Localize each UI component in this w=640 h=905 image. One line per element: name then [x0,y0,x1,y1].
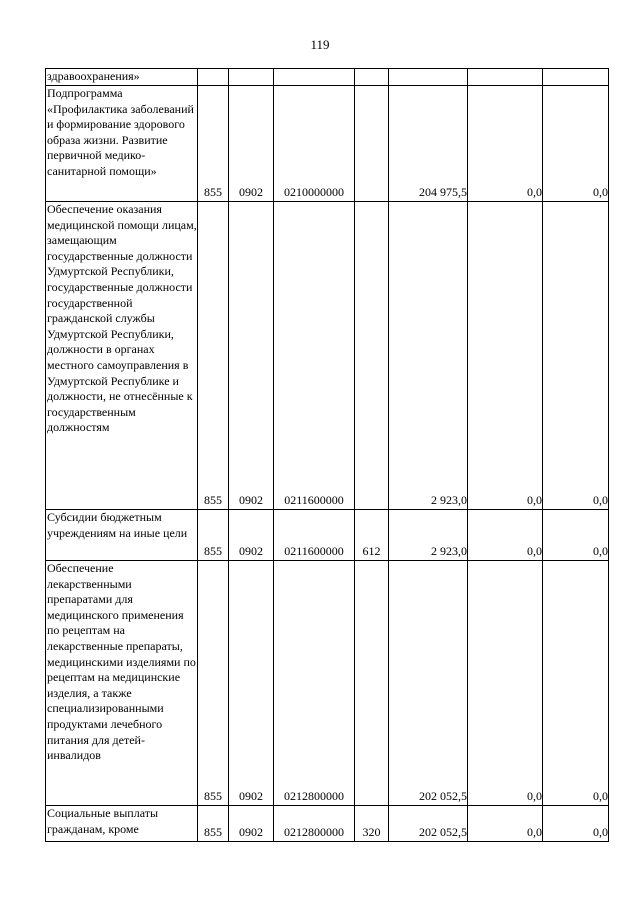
row-ministry [198,69,229,86]
row-section [229,69,274,86]
row-col7: 0,0 [468,86,543,202]
row-target: 0211600000 [274,510,355,561]
table-row [46,202,609,510]
row-amount: 204 975,5 [389,86,468,202]
row-name: Субсидии бюджетным учреждениям на иные цели [46,510,198,561]
row-target: 0210000000 [274,86,355,202]
row-name: Обеспечение лекарственными препаратами для медицинского применения по рецептам на лекарственные препараты, медицинскими изделиями по рецептам на медицинские изделия, а также специализированными продуктами лечебного питания для детей-инвалидов [46,561,198,806]
row-col8: 0,0 [543,806,609,842]
row-col7 [468,69,543,86]
table-row [46,806,609,842]
budget-table [45,68,609,842]
table-row [46,69,609,86]
row-ministry: 855 [198,561,229,806]
row-section: 0902 [229,202,274,510]
table-row [46,86,609,202]
row-amount: 202 052,5 [389,561,468,806]
row-col7: 0,0 [468,202,543,510]
row-name: Подпрограмма «Профилактика заболеваний и формирование здорового образа жизни. Развитие первичной медико-санитарной помощи» [46,86,198,202]
row-amount: 2 923,0 [389,202,468,510]
row-col8: 0,0 [543,510,609,561]
row-section: 0902 [229,86,274,202]
row-expense-type: 320 [355,806,389,842]
row-name: Обеспечение оказания медицинской помощи лицам, замещающим государственные должности Удмуртской Республики, государственные должности государственной гражданской службы Удмуртской Республики, должности в органах местного самоуправления в Удмуртской Республике и должности, не отнесённые к государственным должностям [46,202,198,510]
row-col8: 0,0 [543,561,609,806]
row-col8: 0,0 [543,86,609,202]
table-row [46,510,609,561]
row-col7: 0,0 [468,510,543,561]
row-col8 [543,69,609,86]
row-name: здравоохранения» [46,69,198,86]
row-col8: 0,0 [543,202,609,510]
row-target: 0212800000 [274,561,355,806]
row-amount [389,69,468,86]
row-target: 0212800000 [274,806,355,842]
row-section: 0902 [229,510,274,561]
row-section: 0902 [229,561,274,806]
row-ministry: 855 [198,806,229,842]
row-expense-type: 612 [355,510,389,561]
row-ministry: 855 [198,510,229,561]
row-expense-type [355,69,389,86]
row-ministry: 855 [198,202,229,510]
row-col7: 0,0 [468,806,543,842]
row-expense-type [355,86,389,202]
row-target: 0211600000 [274,202,355,510]
table-row [46,561,609,806]
row-expense-type [355,202,389,510]
row-col7: 0,0 [468,561,543,806]
row-section: 0902 [229,806,274,842]
row-ministry: 855 [198,86,229,202]
page-number: 119 [310,37,330,52]
row-amount: 202 052,5 [389,806,468,842]
row-target [274,69,355,86]
row-expense-type [355,561,389,806]
row-amount: 2 923,0 [389,510,468,561]
row-name: Социальные выплаты гражданам, кроме [46,806,198,842]
